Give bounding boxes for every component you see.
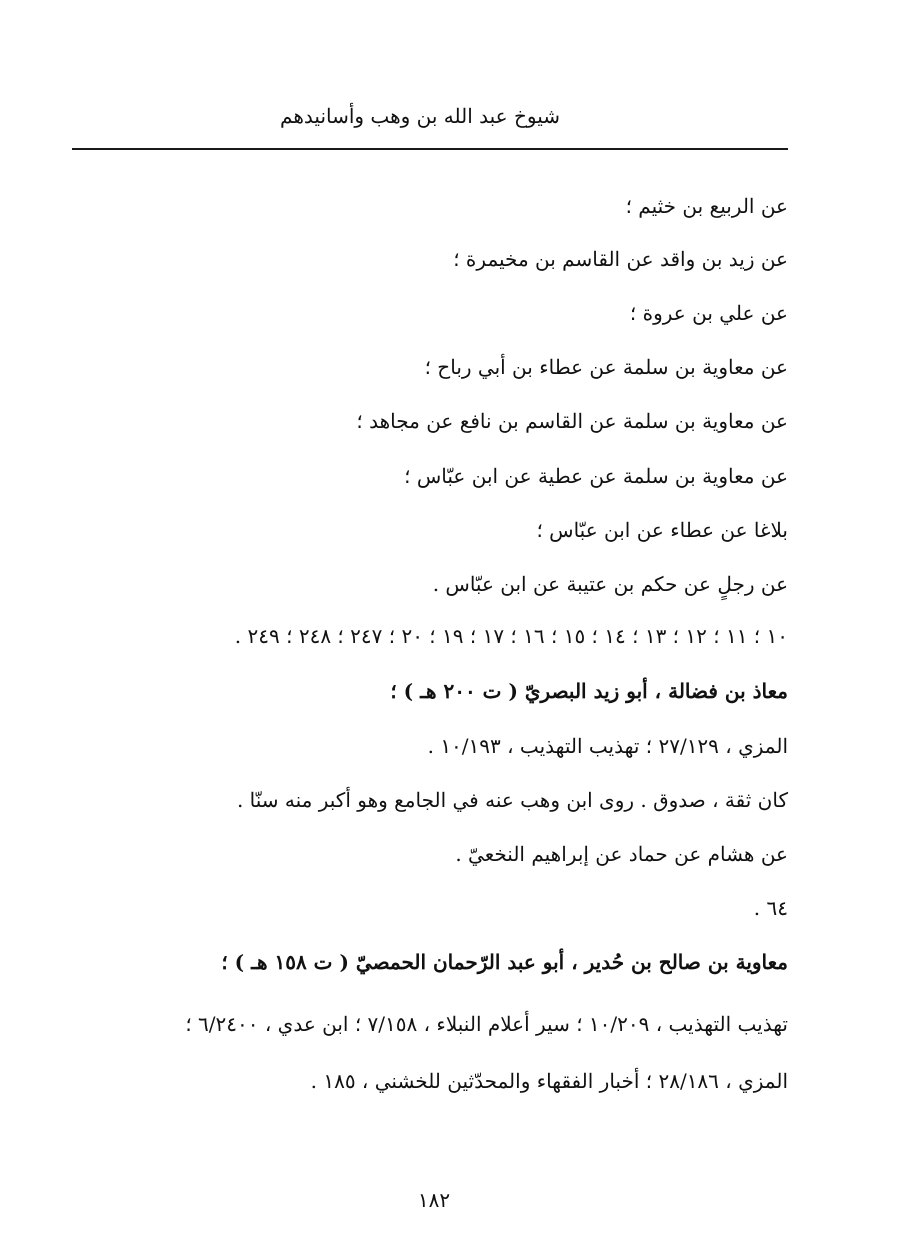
entry-heading-muawiya: معاوية بن صالح بن حُدير ، أبو عبد الرّحمان الحمصيّ ( ت ١٥٨ هـ ) ؛ — [221, 950, 788, 974]
text-line-1: عن الربيع بن خثيم ؛ — [625, 194, 788, 218]
sources-line-muawiya-2: المزي ، ٢٨/١٨٦ ؛ أخبار الفقهاء والمحدّثين للخشني ، ١٨٥ . — [310, 1069, 788, 1093]
text-line-5: عن معاوية بن سلمة عن القاسم بن نافع عن مجاهد ؛ — [356, 409, 788, 433]
text-line-8: عن رجلٍ عن حكم بن عتيبة عن ابن عبّاس . — [432, 572, 788, 596]
reference-number-64: ٦٤ . — [753, 896, 788, 920]
sources-line-muawiya-1: تهذيب التهذيب ، ١٠/٢٠٩ ؛ سير أعلام النبلاء ، ٧/١٥٨ ؛ ابن عدي ، ٦/٢٤٠٠ ؛ — [185, 1012, 788, 1036]
header-rule — [72, 148, 788, 150]
entry-heading-muadh: معاذ بن فضالة ، أبو زيد البصريّ ( ت ٢٠٠ هـ ) ؛ — [390, 679, 788, 703]
text-line-3: عن علي بن عروة ؛ — [629, 301, 788, 325]
text-line-6: عن معاوية بن سلمة عن عطية عن ابن عبّاس ؛ — [404, 464, 788, 488]
page-number: ١٨٢ — [417, 1188, 451, 1212]
text-line-12: كان ثقة ، صدوق . روى ابن وهب عنه في الجامع وهو أكبر منه سنّا . — [236, 788, 788, 812]
text-line-4: عن معاوية بن سلمة عن عطاء بن أبي رباح ؛ — [424, 355, 788, 379]
text-line-13: عن هشام عن حماد عن إبراهيم النخعيّ . — [455, 842, 788, 866]
sources-line-muadh: المزي ، ٢٧/١٢٩ ؛ تهذيب التهذيب ، ١٠/١٩٣ . — [427, 734, 788, 758]
running-head: شيوخ عبد الله بن وهب وأسانيدهم — [280, 104, 560, 128]
reference-numbers-line: ١٠ ؛ ١١ ؛ ١٢ ؛ ١٣ ؛ ١٤ ؛ ١٥ ؛ ١٦ ؛ ١٧ ؛ ١٩ ؛ ٢٠ ؛ ٢٤٧ ؛ ٢٤٨ ؛ ٢٤٩ . — [234, 624, 788, 648]
text-line-7: بلاغا عن عطاء عن ابن عبّاس ؛ — [536, 518, 788, 542]
text-line-2: عن زيد بن واقد عن القاسم بن مخيمرة ؛ — [453, 247, 788, 271]
